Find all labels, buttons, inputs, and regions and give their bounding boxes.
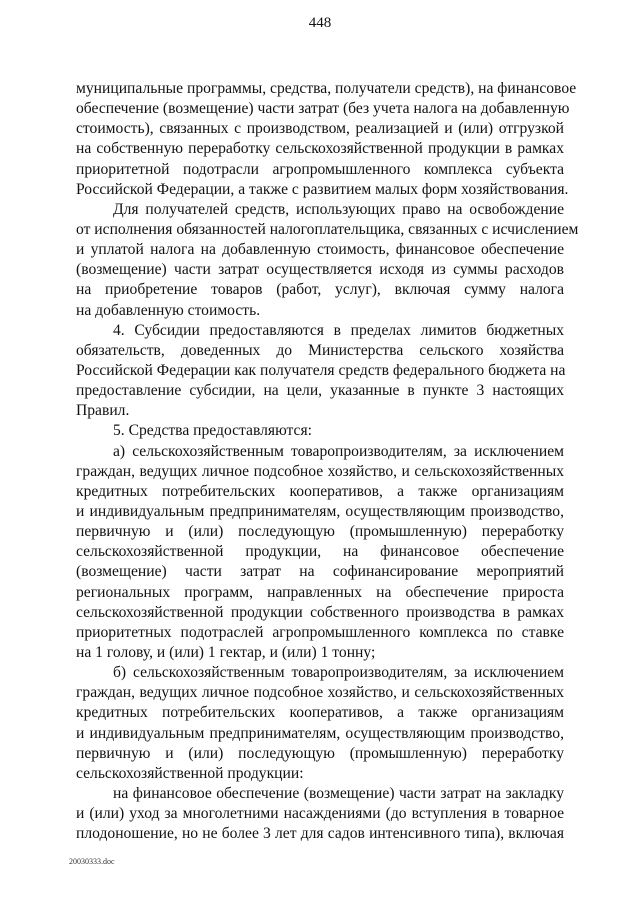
text-line: на приобретение товаров (работ, услуг), включая сумму налога — [76, 281, 564, 299]
text-line: сельскохозяйственной продукции: — [76, 764, 304, 782]
text-line: предоставление субсидии, на цели, указанные в пункте 3 настоящих — [76, 382, 564, 400]
text-line: первичную и (или) последующую (промышленную) переработку — [76, 744, 564, 762]
text-line: сельскохозяйственной продукции, на финансовое обеспечение — [76, 543, 564, 561]
text-line: приоритетной подотрасли агропромышленного комплекса субъекта — [76, 160, 564, 178]
text-line: и уплатой налога на добавленную стоимость, финансовое обеспечение — [76, 241, 564, 259]
text-line: плодоношение, но не более 3 лет для садов интенсивного типа), включая — [76, 825, 564, 843]
text-line: 4. Субсидии предоставляются в пределах лимитов бюджетных — [113, 321, 564, 339]
text-line: на 1 голову, и (или) 1 гектар, и (или) 1 тонну; — [76, 643, 376, 661]
text-line: региональных программ, направленных на обеспечение прироста — [76, 583, 564, 601]
text-line: на финансовое обеспечение (возмещение) части затрат на закладку — [113, 784, 564, 802]
page-number: 448 — [308, 15, 332, 31]
text-line: б) сельскохозяйственным товаропроизводителям, за исключением — [113, 664, 564, 682]
text-line: кредитных потребительских кооперативов, а также организациям — [76, 482, 564, 500]
text-line: на собственную переработку сельскохозяйственной продукции в рамках — [76, 140, 564, 158]
text-line: обязательств, доведенных до Министерства сельского хозяйства — [76, 341, 564, 359]
text-line: приоритетных подотраслей агропромышленного комплекса по ставке — [76, 623, 564, 641]
text-line: граждан, ведущих личное подсобное хозяйство, и сельскохозяйственных — [76, 462, 564, 480]
text-line: кредитных потребительских кооперативов, а также организациям — [76, 704, 564, 722]
text-line: стоимость), связанных с производством, реализацией и (или) отгрузкой — [76, 120, 564, 138]
text-line: первичную и (или) последующую (промышленную) переработку — [76, 523, 564, 541]
text-line: а) сельскохозяйственным товаропроизводителям, за исключением — [113, 442, 564, 460]
text-line: Правил. — [76, 402, 130, 420]
text-line: (возмещение) части затрат на софинансирование мероприятий — [76, 563, 564, 581]
text-line: и индивидуальным предпринимателям, осуществляющим производство, — [76, 724, 564, 742]
text-line: (возмещение) части затрат осуществляется исходя из суммы расходов — [76, 261, 564, 279]
text-line: Для получателей средств, использующих право на освобождение — [113, 200, 564, 218]
text-line: 5. Средства предоставляются: — [113, 422, 312, 440]
text-line: Российской Федерации как получателя средств федерального бюджета на — [76, 361, 566, 379]
text-line: Российской Федерации, а также с развитием малых форм хозяйствования. — [76, 180, 569, 198]
text-line: и (или) уход за многолетними насаждениями (до вступления в товарное — [76, 805, 564, 823]
document-body — [76, 79, 579, 844]
text-line: от исполнения обязанностей налогоплательщика, связанных с исчислением — [76, 220, 579, 238]
text-line: на добавленную стоимость. — [76, 301, 261, 319]
text-line: и индивидуальным предпринимателям, осуществляющим производство, — [76, 502, 564, 520]
text-line: обеспечение (возмещение) части затрат (без учета налога на добавленную — [76, 100, 570, 118]
document-filename: 20030333.doc — [69, 857, 115, 866]
text-line: сельскохозяйственной продукции собственного производства в рамках — [76, 603, 564, 621]
text-line: муниципальные программы, средства, получатели средств), на финансовое — [76, 80, 577, 97]
text-line: граждан, ведущих личное подсобное хозяйство, и сельскохозяйственных — [76, 684, 564, 702]
